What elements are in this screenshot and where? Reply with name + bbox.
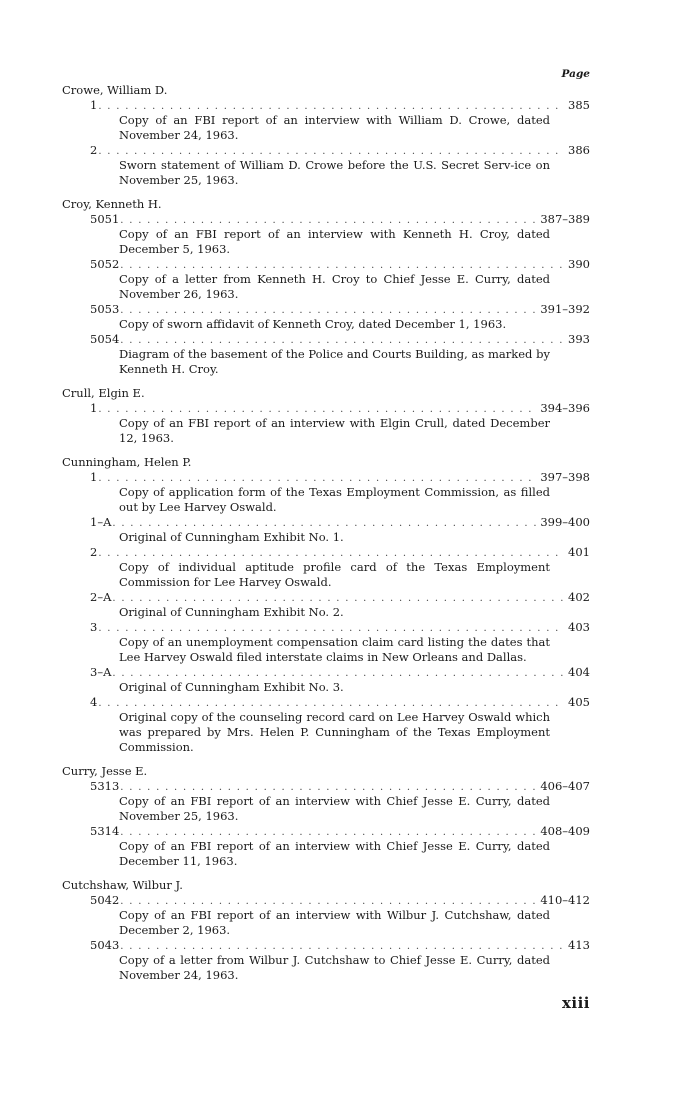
exhibit-line — [62, 590, 590, 605]
exhibit-pages: 404 — [568, 665, 590, 679]
exhibit-description: Copy of an FBI report of an interview with Kenneth H. Croy, dated December 5, 1963. — [119, 227, 550, 256]
witness-name: Croy, Kenneth H. — [62, 197, 162, 211]
witness-entry — [62, 877, 590, 983]
exhibit-description: Copy of an unemployment compensation claim card listing the dates that Lee Harvey Oswald filed interstate claims in New Orleans and Dallas. — [119, 635, 550, 664]
exhibit-item — [62, 824, 590, 869]
dot-leader — [120, 258, 564, 273]
exhibit-number: 1 — [90, 470, 98, 484]
exhibit-pages: 401 — [568, 545, 590, 559]
exhibit-pages: 406–407 — [540, 779, 590, 793]
exhibit-pages: 399–400 — [540, 515, 590, 529]
exhibit-line — [62, 779, 590, 794]
exhibit-number: 5043 — [90, 938, 120, 952]
exhibit-number: 1 — [90, 401, 98, 415]
exhibit-line — [62, 470, 590, 485]
exhibit-line — [62, 515, 590, 530]
exhibit-number: 2 — [90, 143, 98, 157]
dot-leader — [112, 666, 564, 681]
exhibit-number: 5314 — [90, 824, 120, 838]
witness-name: Curry, Jesse E. — [62, 764, 148, 778]
exhibit-item — [62, 212, 590, 257]
dot-leader — [98, 621, 564, 636]
exhibit-item — [62, 893, 590, 938]
exhibit-pages: 408–409 — [540, 824, 590, 838]
exhibit-number: 3 — [90, 620, 98, 634]
exhibit-pages: 390 — [568, 257, 590, 271]
exhibit-number: 5052 — [90, 257, 120, 271]
page-number: xiii — [561, 994, 590, 1012]
exhibit-description: Sworn statement of William D. Crowe before the U.S. Secret Serv-ice on November 25, 1963. — [119, 158, 550, 187]
witness-name: Crull, Elgin E. — [62, 386, 145, 400]
exhibit-description: Copy of a letter from Wilbur J. Cutchshaw to Chief Jesse E. Curry, dated November 24, 1963. — [119, 953, 550, 982]
witness-entry — [62, 385, 590, 446]
index-header — [62, 66, 590, 82]
exhibit-item — [62, 302, 590, 332]
exhibit-line — [62, 695, 590, 710]
exhibit-item — [62, 470, 590, 515]
witness-name: Crowe, William D. — [62, 83, 168, 97]
witness-list — [62, 82, 590, 983]
dot-leader — [120, 213, 536, 228]
dot-leader — [98, 696, 564, 711]
exhibit-line — [62, 302, 590, 317]
exhibit-pages: 405 — [568, 695, 590, 709]
exhibit-item — [62, 779, 590, 824]
exhibit-number: 2–A — [90, 590, 112, 604]
exhibit-pages: 386 — [568, 143, 590, 157]
exhibit-item — [62, 332, 590, 377]
exhibit-description: Original of Cunningham Exhibit No. 1. — [119, 530, 344, 544]
dot-leader — [120, 825, 536, 840]
exhibit-description: Copy of sworn affidavit of Kenneth Croy, dated December 1, 1963. — [119, 317, 507, 331]
exhibit-number: 5313 — [90, 779, 120, 793]
exhibit-item — [62, 257, 590, 302]
exhibit-item — [62, 515, 590, 545]
dot-leader — [98, 471, 536, 486]
exhibit-pages: 391–392 — [540, 302, 590, 316]
exhibit-item — [62, 401, 590, 446]
dot-leader — [120, 303, 536, 318]
witness-entry — [62, 82, 590, 188]
exhibit-description: Copy of an FBI report of an interview with Elgin Crull, dated December 12, 1963. — [119, 416, 550, 445]
exhibit-description: Diagram of the basement of the Police and Courts Building, as marked by Kenneth H. Croy. — [119, 347, 550, 376]
exhibit-number: 1–A — [90, 515, 112, 529]
exhibit-line — [62, 257, 590, 272]
exhibit-number: 2 — [90, 545, 98, 559]
exhibit-pages: 393 — [568, 332, 590, 346]
dot-leader — [120, 894, 536, 909]
dot-leader — [112, 516, 536, 531]
dot-leader — [112, 591, 564, 606]
exhibit-number: 3–A — [90, 665, 112, 679]
exhibit-number: 5054 — [90, 332, 120, 346]
witness-entry — [62, 454, 590, 755]
exhibit-line — [62, 212, 590, 227]
exhibit-description: Copy of an FBI report of an interview with Chief Jesse E. Curry, dated November 25, 1963. — [119, 794, 550, 823]
exhibit-line — [62, 143, 590, 158]
exhibit-description: Copy of an FBI report of an interview with William D. Crowe, dated November 24, 1963. — [119, 113, 550, 142]
exhibit-number: 5053 — [90, 302, 120, 316]
exhibit-line — [62, 938, 590, 953]
dot-leader — [98, 144, 564, 159]
exhibit-description: Copy of individual aptitude profile card of the Texas Employment Commission for Lee Harvey Oswald. — [119, 560, 550, 589]
exhibit-item — [62, 545, 590, 590]
exhibit-description: Copy of a letter from Kenneth H. Croy to Chief Jesse E. Curry, dated November 26, 1963. — [119, 272, 550, 301]
exhibit-item — [62, 620, 590, 665]
dot-leader — [98, 546, 564, 561]
exhibit-line — [62, 893, 590, 908]
exhibit-pages: 403 — [568, 620, 590, 634]
exhibit-line — [62, 824, 590, 839]
exhibit-number: 5051 — [90, 212, 120, 226]
exhibit-description: Copy of an FBI report of an interview with Chief Jesse E. Curry, dated December 11, 1963. — [119, 839, 550, 868]
exhibit-pages: 413 — [568, 938, 590, 952]
exhibit-item — [62, 98, 590, 143]
exhibit-item — [62, 938, 590, 983]
dot-leader — [98, 402, 536, 417]
exhibit-line — [62, 665, 590, 680]
exhibit-number: 1 — [90, 98, 98, 112]
exhibit-line — [62, 545, 590, 560]
exhibit-pages: 402 — [568, 590, 590, 604]
exhibit-item — [62, 590, 590, 620]
exhibit-pages: 385 — [568, 98, 590, 112]
exhibit-pages: 397–398 — [540, 470, 590, 484]
dot-leader — [98, 99, 564, 114]
exhibit-description: Copy of an FBI report of an interview with Wilbur J. Cutchshaw, dated December 2, 1963. — [119, 908, 550, 937]
witness-name: Cunningham, Helen P. — [62, 455, 192, 469]
exhibit-line — [62, 98, 590, 113]
exhibit-item — [62, 143, 590, 188]
exhibit-number: 4 — [90, 695, 98, 709]
dot-leader — [120, 939, 564, 954]
witness-entry — [62, 763, 590, 869]
exhibit-line — [62, 401, 590, 416]
exhibit-pages: 387–389 — [540, 212, 590, 226]
witness-name: Cutchshaw, Wilbur J. — [62, 878, 183, 892]
dot-leader — [120, 780, 536, 795]
exhibit-item — [62, 695, 590, 755]
exhibit-number: 5042 — [90, 893, 120, 907]
exhibit-description: Copy of application form of the Texas Employment Commission, as filled out by Lee Harvey Oswald. — [119, 485, 550, 514]
exhibit-line — [62, 620, 590, 635]
dot-leader — [120, 333, 564, 348]
exhibit-description: Original of Cunningham Exhibit No. 3. — [119, 680, 344, 694]
exhibit-pages: 410–412 — [540, 893, 590, 907]
exhibit-line — [62, 332, 590, 347]
exhibit-item — [62, 665, 590, 695]
exhibit-pages: 394–396 — [540, 401, 590, 415]
exhibit-description: Original copy of the counseling record card on Lee Harvey Oswald which was prepared by Mrs. Helen P. Cunningham of the Texas Employment Commission. — [119, 710, 550, 754]
exhibit-index — [62, 66, 590, 983]
exhibit-description: Original of Cunningham Exhibit No. 2. — [119, 605, 344, 619]
page-column-label: Page — [561, 68, 590, 80]
witness-entry — [62, 196, 590, 377]
